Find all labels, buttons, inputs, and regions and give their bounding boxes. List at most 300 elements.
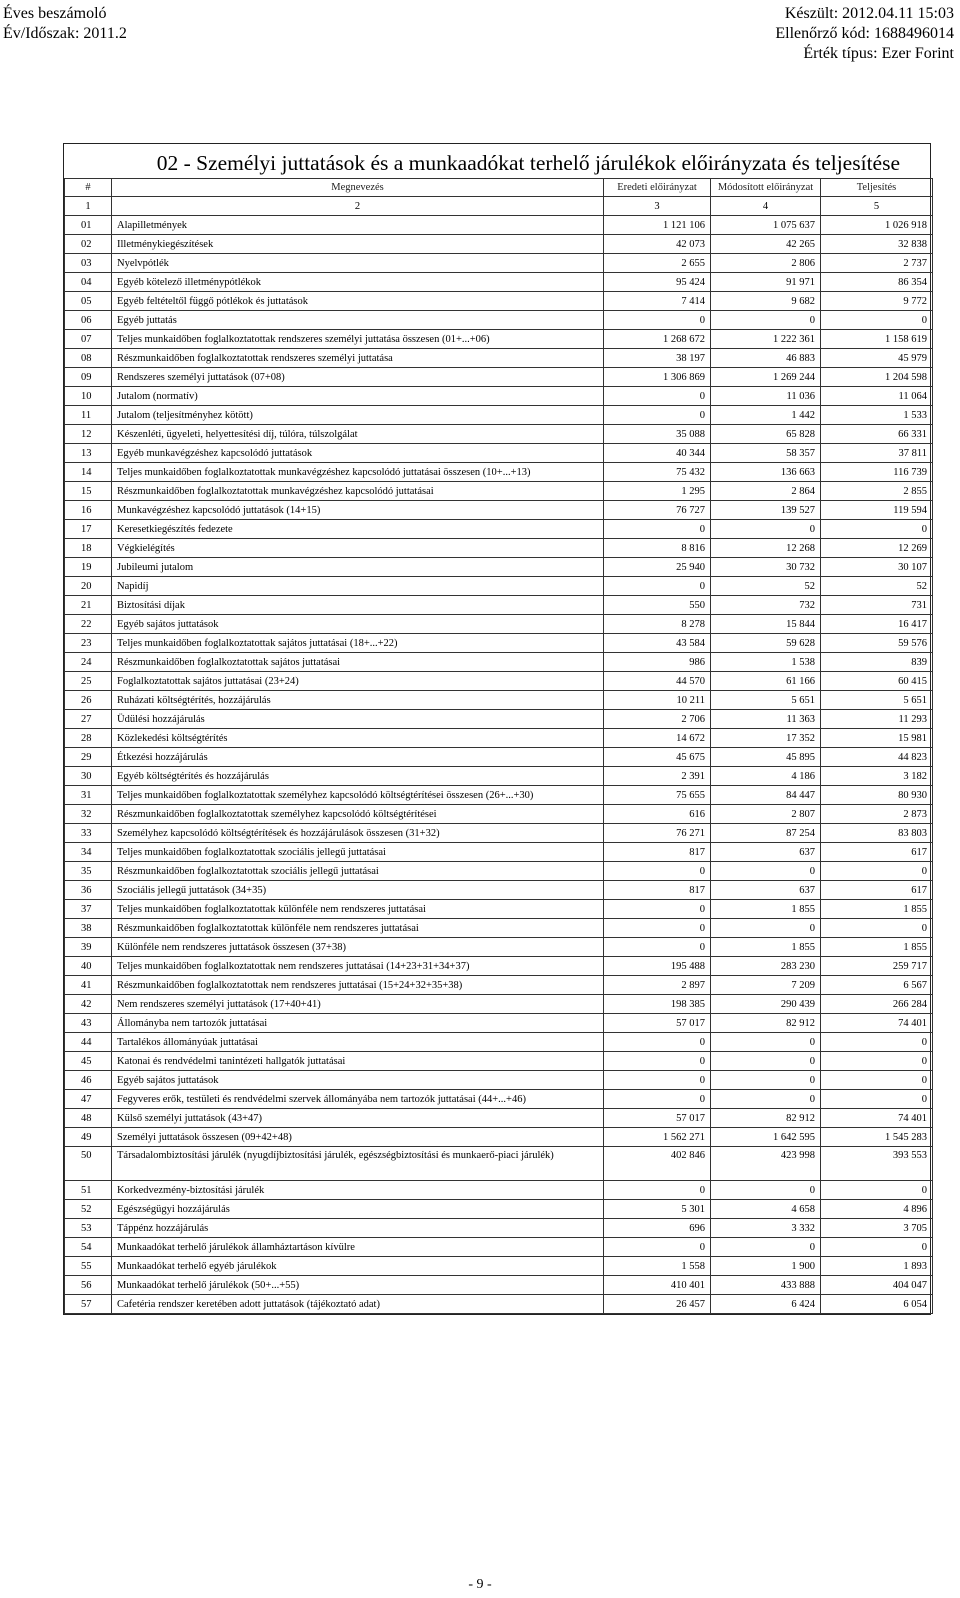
value-type: Érték típus: Ezer Forint xyxy=(803,45,954,62)
row-original-value: 0 xyxy=(604,1238,711,1257)
row-modified-value: 82 912 xyxy=(711,1014,821,1033)
row-original-value: 0 xyxy=(604,311,711,330)
row-actual-value: 66 331 xyxy=(821,425,933,444)
column-index-row xyxy=(65,197,933,216)
row-code: 15 xyxy=(65,482,112,501)
page-number: - 9 - xyxy=(468,1577,492,1592)
table-row xyxy=(65,349,933,368)
row-actual-value: 1 545 283 xyxy=(821,1128,933,1147)
row-original-value: 57 017 xyxy=(604,1014,711,1033)
row-name: Részmunkaidőben foglalkoztatottak különféle nem rendszeres juttatásai xyxy=(112,919,604,938)
row-name: Egészségügyi hozzájárulás xyxy=(112,1200,604,1219)
row-name: Részmunkaidőben foglalkoztatottak szociális jellegű juttatásai xyxy=(112,862,604,881)
row-code: 12 xyxy=(65,425,112,444)
table-row xyxy=(65,862,933,881)
column-index: 4 xyxy=(711,197,821,216)
row-code: 44 xyxy=(65,1033,112,1052)
row-modified-value: 0 xyxy=(711,862,821,881)
row-original-value: 57 017 xyxy=(604,1109,711,1128)
row-name: Teljes munkaidőben foglalkoztatottak munkavégzéshez kapcsolódó juttatásai összesen (10+...+13) xyxy=(112,463,604,482)
column-header-name: Megnevezés xyxy=(112,179,604,197)
row-name: Étkezési hozzájárulás xyxy=(112,748,604,767)
row-name: Személyi juttatások összesen (09+42+48) xyxy=(112,1128,604,1147)
row-name: Részmunkaidőben foglalkoztatottak sajátos juttatásai xyxy=(112,653,604,672)
row-code: 55 xyxy=(65,1257,112,1276)
table-row xyxy=(65,1200,933,1219)
row-actual-value: 2 873 xyxy=(821,805,933,824)
row-modified-value: 11 363 xyxy=(711,710,821,729)
table-row xyxy=(65,634,933,653)
row-code: 30 xyxy=(65,767,112,786)
row-original-value: 0 xyxy=(604,900,711,919)
report-table-body xyxy=(65,216,933,1314)
row-actual-value: 1 893 xyxy=(821,1257,933,1276)
table-row xyxy=(65,710,933,729)
table-row xyxy=(65,995,933,1014)
row-original-value: 986 xyxy=(604,653,711,672)
row-actual-value: 1 855 xyxy=(821,938,933,957)
row-modified-value: 0 xyxy=(711,919,821,938)
row-modified-value: 1 855 xyxy=(711,938,821,957)
row-code: 10 xyxy=(65,387,112,406)
row-code: 16 xyxy=(65,501,112,520)
row-modified-value: 91 971 xyxy=(711,273,821,292)
row-original-value: 2 897 xyxy=(604,976,711,995)
row-actual-value: 1 158 619 xyxy=(821,330,933,349)
row-name: Egyéb sajátos juttatások xyxy=(112,1071,604,1090)
row-original-value: 817 xyxy=(604,881,711,900)
row-actual-value: 1 855 xyxy=(821,900,933,919)
row-actual-value: 6 567 xyxy=(821,976,933,995)
table-row xyxy=(65,558,933,577)
row-name: Illetménykiegészítések xyxy=(112,235,604,254)
row-modified-value: 1 269 244 xyxy=(711,368,821,387)
table-row xyxy=(65,843,933,862)
row-code: 36 xyxy=(65,881,112,900)
created-timestamp: Készült: 2012.04.11 15:03 xyxy=(784,5,954,22)
row-actual-value: 0 xyxy=(821,520,933,539)
row-actual-value: 259 717 xyxy=(821,957,933,976)
row-code: 13 xyxy=(65,444,112,463)
row-original-value: 76 727 xyxy=(604,501,711,520)
row-name: Készenléti, ügyeleti, helyettesítési díj, túlóra, túlszolgálat xyxy=(112,425,604,444)
row-original-value: 40 344 xyxy=(604,444,711,463)
row-name: Jutalom (normatív) xyxy=(112,387,604,406)
row-modified-value: 61 166 xyxy=(711,672,821,691)
row-modified-value: 0 xyxy=(711,1090,821,1109)
table-row xyxy=(65,463,933,482)
row-name: Nyelvpótlék xyxy=(112,254,604,273)
row-name: Fegyveres erők, testületi és rendvédelmi szervek állományába nem tartozók juttatásai (44+...+46) xyxy=(112,1090,604,1109)
table-row xyxy=(65,1109,933,1128)
row-name: Teljes munkaidőben foglalkoztatottak személyhez kapcsolódó költségtérítései összesen (26+...+30) xyxy=(112,786,604,805)
row-modified-value: 0 xyxy=(711,1181,821,1200)
row-code: 52 xyxy=(65,1200,112,1219)
row-actual-value: 617 xyxy=(821,881,933,900)
row-modified-value: 1 900 xyxy=(711,1257,821,1276)
row-code: 02 xyxy=(65,235,112,254)
row-actual-value: 0 xyxy=(821,1238,933,1257)
row-code: 47 xyxy=(65,1090,112,1109)
table-row xyxy=(65,425,933,444)
row-name: Egyéb feltételtől függő pótlékok és juttatások xyxy=(112,292,604,311)
table-row xyxy=(65,254,933,273)
row-actual-value: 0 xyxy=(821,1052,933,1071)
table-row xyxy=(65,1238,933,1257)
row-code: 51 xyxy=(65,1181,112,1200)
row-name: Részmunkaidőben foglalkoztatottak személyhez kapcsolódó költségtérítései xyxy=(112,805,604,824)
table-row xyxy=(65,482,933,501)
row-actual-value: 116 739 xyxy=(821,463,933,482)
column-header-original: Eredeti előirányzat xyxy=(604,179,711,197)
row-code: 01 xyxy=(65,216,112,235)
table-row xyxy=(65,539,933,558)
row-original-value: 0 xyxy=(604,862,711,881)
row-original-value: 0 xyxy=(604,520,711,539)
table-row xyxy=(65,444,933,463)
row-modified-value: 5 651 xyxy=(711,691,821,710)
row-name: Rendszeres személyi juttatások (07+08) xyxy=(112,368,604,387)
row-modified-value: 4 186 xyxy=(711,767,821,786)
row-code: 18 xyxy=(65,539,112,558)
row-original-value: 0 xyxy=(604,1181,711,1200)
row-code: 26 xyxy=(65,691,112,710)
row-name: Teljes munkaidőben foglalkoztatottak sajátos juttatásai (18+...+22) xyxy=(112,634,604,653)
row-original-value: 0 xyxy=(604,938,711,957)
row-name: Egyéb sajátos juttatások xyxy=(112,615,604,634)
report-header-right xyxy=(775,4,954,64)
row-actual-value: 9 772 xyxy=(821,292,933,311)
row-name: Személyhez kapcsolódó költségtérítések és hozzájárulások összesen (31+32) xyxy=(112,824,604,843)
row-code: 45 xyxy=(65,1052,112,1071)
row-code: 20 xyxy=(65,577,112,596)
row-actual-value: 3 705 xyxy=(821,1219,933,1238)
row-original-value: 0 xyxy=(604,577,711,596)
row-original-value: 2 655 xyxy=(604,254,711,273)
row-actual-value: 2 855 xyxy=(821,482,933,501)
row-modified-value: 637 xyxy=(711,881,821,900)
report-table xyxy=(64,178,933,1314)
row-name: Jutalom (teljesítményhez kötött) xyxy=(112,406,604,425)
row-actual-value: 617 xyxy=(821,843,933,862)
table-row xyxy=(65,1147,933,1181)
row-original-value: 10 211 xyxy=(604,691,711,710)
row-name: Biztosítási díjak xyxy=(112,596,604,615)
row-original-value: 1 558 xyxy=(604,1257,711,1276)
table-row xyxy=(65,1181,933,1200)
table-row xyxy=(65,919,933,938)
table-row xyxy=(65,1257,933,1276)
row-name: Katonai és rendvédelmi tanintézeti hallgatók juttatásai xyxy=(112,1052,604,1071)
row-actual-value: 30 107 xyxy=(821,558,933,577)
table-row xyxy=(65,653,933,672)
row-code: 22 xyxy=(65,615,112,634)
row-name: Részmunkaidőben foglalkoztatottak munkavégzéshez kapcsolódó juttatásai xyxy=(112,482,604,501)
row-modified-value: 0 xyxy=(711,520,821,539)
table-row xyxy=(65,501,933,520)
row-modified-value: 1 442 xyxy=(711,406,821,425)
row-original-value: 14 672 xyxy=(604,729,711,748)
row-name: Munkaadókat terhelő járulékok államháztartáson kívülre xyxy=(112,1238,604,1257)
row-modified-value: 84 447 xyxy=(711,786,821,805)
row-original-value: 2 706 xyxy=(604,710,711,729)
row-actual-value: 11 064 xyxy=(821,387,933,406)
row-modified-value: 11 036 xyxy=(711,387,821,406)
row-original-value: 1 268 672 xyxy=(604,330,711,349)
row-original-value: 75 432 xyxy=(604,463,711,482)
table-row xyxy=(65,1033,933,1052)
row-original-value: 0 xyxy=(604,919,711,938)
row-modified-value: 0 xyxy=(711,1238,821,1257)
row-original-value: 26 457 xyxy=(604,1295,711,1314)
row-original-value: 42 073 xyxy=(604,235,711,254)
row-name: Egyéb költségtérítés és hozzájárulás xyxy=(112,767,604,786)
table-row xyxy=(65,691,933,710)
row-original-value: 198 385 xyxy=(604,995,711,1014)
row-code: 39 xyxy=(65,938,112,957)
checksum-code: Ellenőrző kód: 1688496014 xyxy=(775,25,954,42)
row-actual-value: 52 xyxy=(821,577,933,596)
row-actual-value: 16 417 xyxy=(821,615,933,634)
row-modified-value: 1 075 637 xyxy=(711,216,821,235)
column-index: 3 xyxy=(604,197,711,216)
table-row xyxy=(65,1071,933,1090)
row-name: Üdülési hozzájárulás xyxy=(112,710,604,729)
row-name: Táppénz hozzájárulás xyxy=(112,1219,604,1238)
row-code: 35 xyxy=(65,862,112,881)
table-row xyxy=(65,748,933,767)
table-row xyxy=(65,900,933,919)
row-modified-value: 17 352 xyxy=(711,729,821,748)
row-name: Jubileumi jutalom xyxy=(112,558,604,577)
row-code: 11 xyxy=(65,406,112,425)
row-name: Tartalékos állományúak juttatásai xyxy=(112,1033,604,1052)
row-actual-value: 0 xyxy=(821,1090,933,1109)
row-actual-value: 0 xyxy=(821,1033,933,1052)
row-modified-value: 52 xyxy=(711,577,821,596)
row-original-value: 0 xyxy=(604,387,711,406)
row-modified-value: 58 357 xyxy=(711,444,821,463)
table-row xyxy=(65,273,933,292)
row-code: 40 xyxy=(65,957,112,976)
row-actual-value: 119 594 xyxy=(821,501,933,520)
row-modified-value: 42 265 xyxy=(711,235,821,254)
row-actual-value: 0 xyxy=(821,1181,933,1200)
row-modified-value: 2 864 xyxy=(711,482,821,501)
row-modified-value: 0 xyxy=(711,1071,821,1090)
row-code: 56 xyxy=(65,1276,112,1295)
row-original-value: 402 846 xyxy=(604,1147,711,1181)
row-original-value: 43 584 xyxy=(604,634,711,653)
row-original-value: 1 295 xyxy=(604,482,711,501)
table-row xyxy=(65,1276,933,1295)
row-code: 04 xyxy=(65,273,112,292)
row-modified-value: 136 663 xyxy=(711,463,821,482)
row-modified-value: 1 855 xyxy=(711,900,821,919)
row-modified-value: 59 628 xyxy=(711,634,821,653)
row-actual-value: 393 553 xyxy=(821,1147,933,1181)
row-code: 17 xyxy=(65,520,112,539)
row-name: Munkaadókat terhelő egyéb járulékok xyxy=(112,1257,604,1276)
table-row xyxy=(65,957,933,976)
row-name: Korkedvezmény-biztosítási járulék xyxy=(112,1181,604,1200)
row-modified-value: 0 xyxy=(711,1033,821,1052)
row-actual-value: 32 838 xyxy=(821,235,933,254)
column-header-modified: Módosított előirányzat xyxy=(711,179,821,197)
row-actual-value: 6 054 xyxy=(821,1295,933,1314)
row-original-value: 7 414 xyxy=(604,292,711,311)
row-name: Különféle nem rendszeres juttatások összesen (37+38) xyxy=(112,938,604,957)
table-row xyxy=(65,615,933,634)
row-original-value: 45 675 xyxy=(604,748,711,767)
column-header-code: # xyxy=(65,179,112,197)
row-name: Ruházati költségtérítés, hozzájárulás xyxy=(112,691,604,710)
row-name: Nem rendszeres személyi juttatások (17+40+41) xyxy=(112,995,604,1014)
table-row xyxy=(65,767,933,786)
row-original-value: 0 xyxy=(604,1033,711,1052)
table-row xyxy=(65,672,933,691)
table-row xyxy=(65,1295,933,1314)
table-row xyxy=(65,938,933,957)
row-modified-value: 4 658 xyxy=(711,1200,821,1219)
row-original-value: 2 391 xyxy=(604,767,711,786)
table-row xyxy=(65,292,933,311)
row-original-value: 0 xyxy=(604,1071,711,1090)
row-actual-value: 2 737 xyxy=(821,254,933,273)
row-modified-value: 637 xyxy=(711,843,821,862)
table-row xyxy=(65,330,933,349)
row-original-value: 1 562 271 xyxy=(604,1128,711,1147)
row-original-value: 8 816 xyxy=(604,539,711,558)
row-actual-value: 404 047 xyxy=(821,1276,933,1295)
row-code: 32 xyxy=(65,805,112,824)
row-name: Teljes munkaidőben foglalkoztatottak különféle nem rendszeres juttatásai xyxy=(112,900,604,919)
row-actual-value: 0 xyxy=(821,1071,933,1090)
row-original-value: 0 xyxy=(604,406,711,425)
row-code: 07 xyxy=(65,330,112,349)
row-code: 24 xyxy=(65,653,112,672)
row-name: Cafetéria rendszer keretében adott juttatások (tájékoztató adat) xyxy=(112,1295,604,1314)
table-row xyxy=(65,786,933,805)
row-actual-value: 839 xyxy=(821,653,933,672)
row-actual-value: 74 401 xyxy=(821,1014,933,1033)
row-code: 34 xyxy=(65,843,112,862)
row-name: Teljes munkaidőben foglalkoztatottak szociális jellegű juttatásai xyxy=(112,843,604,862)
table-row xyxy=(65,1219,933,1238)
table-row xyxy=(65,406,933,425)
row-name: Egyéb kötelező illetménypótlékok xyxy=(112,273,604,292)
row-actual-value: 3 182 xyxy=(821,767,933,786)
row-original-value: 550 xyxy=(604,596,711,615)
row-actual-value: 11 293 xyxy=(821,710,933,729)
row-name: Társadalombiztosítási járulék (nyugdíjbiztosítási járulék, egészségbiztosítási és munkaerő-piaci járulék) xyxy=(112,1147,604,1181)
row-actual-value: 266 284 xyxy=(821,995,933,1014)
table-row xyxy=(65,1014,933,1033)
row-modified-value: 1 222 361 xyxy=(711,330,821,349)
row-name: Végkielégítés xyxy=(112,539,604,558)
row-actual-value: 731 xyxy=(821,596,933,615)
row-name: Részmunkaidőben foglalkoztatottak nem rendszeres juttatásai (15+24+32+35+38) xyxy=(112,976,604,995)
row-original-value: 817 xyxy=(604,843,711,862)
row-original-value: 0 xyxy=(604,1052,711,1071)
column-index: 1 xyxy=(65,197,112,216)
row-actual-value: 83 803 xyxy=(821,824,933,843)
row-modified-value: 1 538 xyxy=(711,653,821,672)
row-actual-value: 0 xyxy=(821,919,933,938)
row-code: 06 xyxy=(65,311,112,330)
row-modified-value: 1 642 595 xyxy=(711,1128,821,1147)
row-actual-value: 0 xyxy=(821,862,933,881)
table-row xyxy=(65,596,933,615)
table-row xyxy=(65,824,933,843)
row-code: 42 xyxy=(65,995,112,1014)
row-modified-value: 423 998 xyxy=(711,1147,821,1181)
table-row xyxy=(65,1052,933,1071)
row-code: 41 xyxy=(65,976,112,995)
row-modified-value: 65 828 xyxy=(711,425,821,444)
row-code: 14 xyxy=(65,463,112,482)
row-code: 28 xyxy=(65,729,112,748)
table-row xyxy=(65,311,933,330)
row-code: 57 xyxy=(65,1295,112,1314)
row-code: 29 xyxy=(65,748,112,767)
row-actual-value: 12 269 xyxy=(821,539,933,558)
row-name: Teljes munkaidőben foglalkoztatottak nem rendszeres juttatásai (14+23+31+34+37) xyxy=(112,957,604,976)
row-name: Egyéb juttatás xyxy=(112,311,604,330)
row-original-value: 25 940 xyxy=(604,558,711,577)
table-row xyxy=(65,577,933,596)
row-actual-value: 74 401 xyxy=(821,1109,933,1128)
row-name: Foglalkoztatottak sajátos juttatásai (23+24) xyxy=(112,672,604,691)
row-modified-value: 433 888 xyxy=(711,1276,821,1295)
row-code: 37 xyxy=(65,900,112,919)
row-modified-value: 9 682 xyxy=(711,292,821,311)
row-original-value: 195 488 xyxy=(604,957,711,976)
row-modified-value: 3 332 xyxy=(711,1219,821,1238)
row-name: Alapilletmények xyxy=(112,216,604,235)
row-code: 21 xyxy=(65,596,112,615)
table-row xyxy=(65,387,933,406)
row-modified-value: 45 895 xyxy=(711,748,821,767)
row-code: 48 xyxy=(65,1109,112,1128)
table-row xyxy=(65,1128,933,1147)
row-modified-value: 2 806 xyxy=(711,254,821,273)
row-actual-value: 1 026 918 xyxy=(821,216,933,235)
row-code: 31 xyxy=(65,786,112,805)
row-original-value: 616 xyxy=(604,805,711,824)
table-row xyxy=(65,729,933,748)
table-row xyxy=(65,216,933,235)
row-original-value: 44 570 xyxy=(604,672,711,691)
column-header-row xyxy=(65,179,933,197)
row-name: Teljes munkaidőben foglalkoztatottak rendszeres személyi juttatása összesen (01+...+06) xyxy=(112,330,604,349)
report-title: 02 - Személyi juttatások és a munkaadókat terhelő járulékok előirányzata és teljesítése xyxy=(156,151,900,175)
row-original-value: 8 278 xyxy=(604,615,711,634)
row-original-value: 1 306 869 xyxy=(604,368,711,387)
row-original-value: 5 301 xyxy=(604,1200,711,1219)
row-actual-value: 59 576 xyxy=(821,634,933,653)
row-code: 53 xyxy=(65,1219,112,1238)
row-original-value: 76 271 xyxy=(604,824,711,843)
column-index: 5 xyxy=(821,197,933,216)
row-original-value: 1 121 106 xyxy=(604,216,711,235)
row-actual-value: 44 823 xyxy=(821,748,933,767)
row-actual-value: 0 xyxy=(821,311,933,330)
table-row xyxy=(65,881,933,900)
row-actual-value: 4 896 xyxy=(821,1200,933,1219)
row-code: 19 xyxy=(65,558,112,577)
row-actual-value: 45 979 xyxy=(821,349,933,368)
